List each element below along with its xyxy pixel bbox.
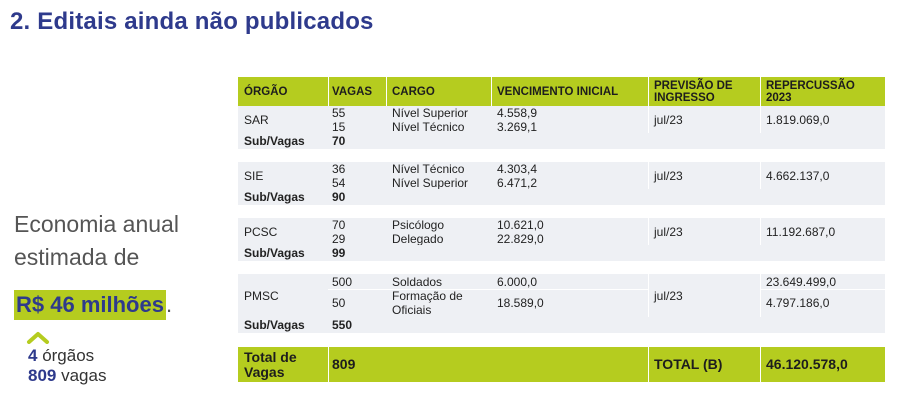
vagas-value: 15: [332, 119, 346, 134]
previsao-cell: jul/23: [654, 168, 683, 183]
header-repercussao: REPERCUSSÃO 2023: [766, 79, 855, 104]
cargo-value: Nível Superior: [392, 105, 469, 120]
cargo-cell: [392, 162, 492, 189]
header-previsao: PREVISÃO DE INGRESSO: [654, 79, 733, 104]
org-name: SAR: [244, 112, 269, 127]
vencimento-value: 6.000,0: [497, 274, 538, 289]
repercussao-cell: 1.819.069,0: [766, 112, 830, 127]
economy-text: [14, 208, 214, 274]
vagas-value: 55: [332, 105, 346, 120]
economy-amount-highlight: R$ 46 milhões: [14, 290, 166, 320]
vagas-value: 50: [332, 296, 346, 310]
cargo-cell: [392, 274, 492, 289]
subtotal-row-sar: [238, 133, 885, 149]
vagas-value: 29: [332, 231, 346, 246]
repercussao-cell: [766, 274, 881, 289]
chevron-up-icon: [26, 330, 50, 344]
table-row-sar: [238, 106, 885, 133]
subtotal-row-pmsc: [238, 317, 885, 333]
page-title: 2. Editais ainda não publicados: [10, 8, 374, 35]
cargo-value: Delegado: [392, 231, 444, 246]
table-header: [238, 77, 885, 106]
cargo-value: Formação de Oficiais: [392, 289, 463, 317]
economy-amount-suffix: .: [165, 292, 173, 317]
repercussao-cell: 4.662.137,0: [766, 168, 830, 183]
vencimento-value: 4.303,4: [497, 161, 538, 176]
cargo-value: Nível Técnico: [392, 161, 465, 176]
subtotal-row-pcsc: [238, 245, 885, 261]
vagas-value: 500: [332, 274, 353, 289]
subtotal-value: 550: [332, 318, 353, 332]
vencimento-cell: [497, 274, 647, 289]
vagas-cell: [332, 274, 384, 289]
subtotal-value: 70: [332, 134, 346, 148]
repercussao-value: 23.649.499,0: [766, 274, 837, 289]
orgs-count: 4: [28, 346, 38, 365]
vagas-cell: [332, 289, 384, 317]
total-label: Total de Vagas: [244, 348, 297, 380]
vacancies-stat: [28, 366, 106, 386]
cargo-cell: [392, 289, 484, 317]
previsao-cell: jul/23: [654, 288, 683, 303]
vencimento-value: 10.621,0: [497, 217, 544, 232]
vencimento-cell: [497, 289, 647, 317]
subtotal-label: Sub/Vagas: [244, 134, 305, 148]
vencimento-cell: [497, 106, 647, 133]
economy-line-2: estimada de: [14, 244, 140, 270]
org-name: PCSC: [244, 224, 278, 239]
repercussao-cell: [766, 289, 881, 317]
repercussao-value: 4.797.186,0: [766, 296, 830, 310]
vencimento-value: 3.269,1: [497, 119, 538, 134]
total-b-value: 46.120.578,0: [766, 356, 848, 372]
vagas-cell: [332, 218, 384, 245]
vencimento-value: 4.558,9: [497, 105, 538, 120]
header-cargo: CARGO: [392, 85, 435, 98]
vagas-cell: [332, 162, 384, 189]
cargo-value: Psicólogo: [392, 217, 445, 232]
cargo-cell: [392, 218, 492, 245]
cargo-value: Nível Superior: [392, 175, 469, 190]
header-orgao: ÓRGÃO: [244, 85, 288, 98]
vagas-value: 36: [332, 161, 346, 176]
vencimento-value: 22.829,0: [497, 231, 544, 246]
vacancies-count: 809: [28, 366, 57, 385]
subtotal-label: Sub/Vagas: [244, 318, 305, 332]
vencimento-cell: [497, 162, 647, 189]
subtotal-label: Sub/Vagas: [244, 246, 305, 260]
orgs-stat: [28, 346, 106, 366]
total-b-label: TOTAL (B): [654, 356, 723, 372]
table-row-pmsc: [238, 274, 885, 317]
table-row-sie: [238, 162, 885, 189]
subtotal-value: 99: [332, 246, 346, 260]
vacancies-label: vagas: [56, 366, 107, 385]
cargo-value: Soldados: [392, 274, 443, 289]
previsao-cell: jul/23: [654, 112, 683, 127]
org-name: PMSC: [244, 288, 279, 303]
vencimento-value: 6.471,2: [497, 175, 538, 190]
header-vagas: VAGAS: [332, 85, 373, 98]
previsao-cell: jul/23: [654, 224, 683, 239]
org-name: SIE: [244, 168, 264, 183]
vagas-value: 70: [332, 217, 346, 232]
subtotal-row-sie: [238, 189, 885, 205]
repercussao-cell: 11.192.687,0: [766, 224, 836, 239]
subtotal-label: Sub/Vagas: [244, 190, 305, 204]
vagas-value: 54: [332, 175, 346, 190]
economy-line-1: Economia anual: [14, 211, 179, 237]
table-row-pcsc: [238, 218, 885, 245]
cargo-value: Nível Técnico: [392, 119, 465, 134]
cargo-cell: [392, 106, 492, 133]
economy-amount: [14, 288, 172, 320]
vencimento-cell: [497, 218, 647, 245]
total-vagas: 809: [332, 356, 356, 372]
header-vencimento: VENCIMENTO INICIAL: [497, 85, 619, 98]
total-row: [238, 347, 885, 382]
orgs-label: órgãos: [37, 346, 95, 365]
vencimento-value: 18.589,0: [497, 296, 544, 310]
summary-stats: [28, 346, 106, 386]
subtotal-value: 90: [332, 190, 346, 204]
vagas-cell: [332, 106, 384, 133]
